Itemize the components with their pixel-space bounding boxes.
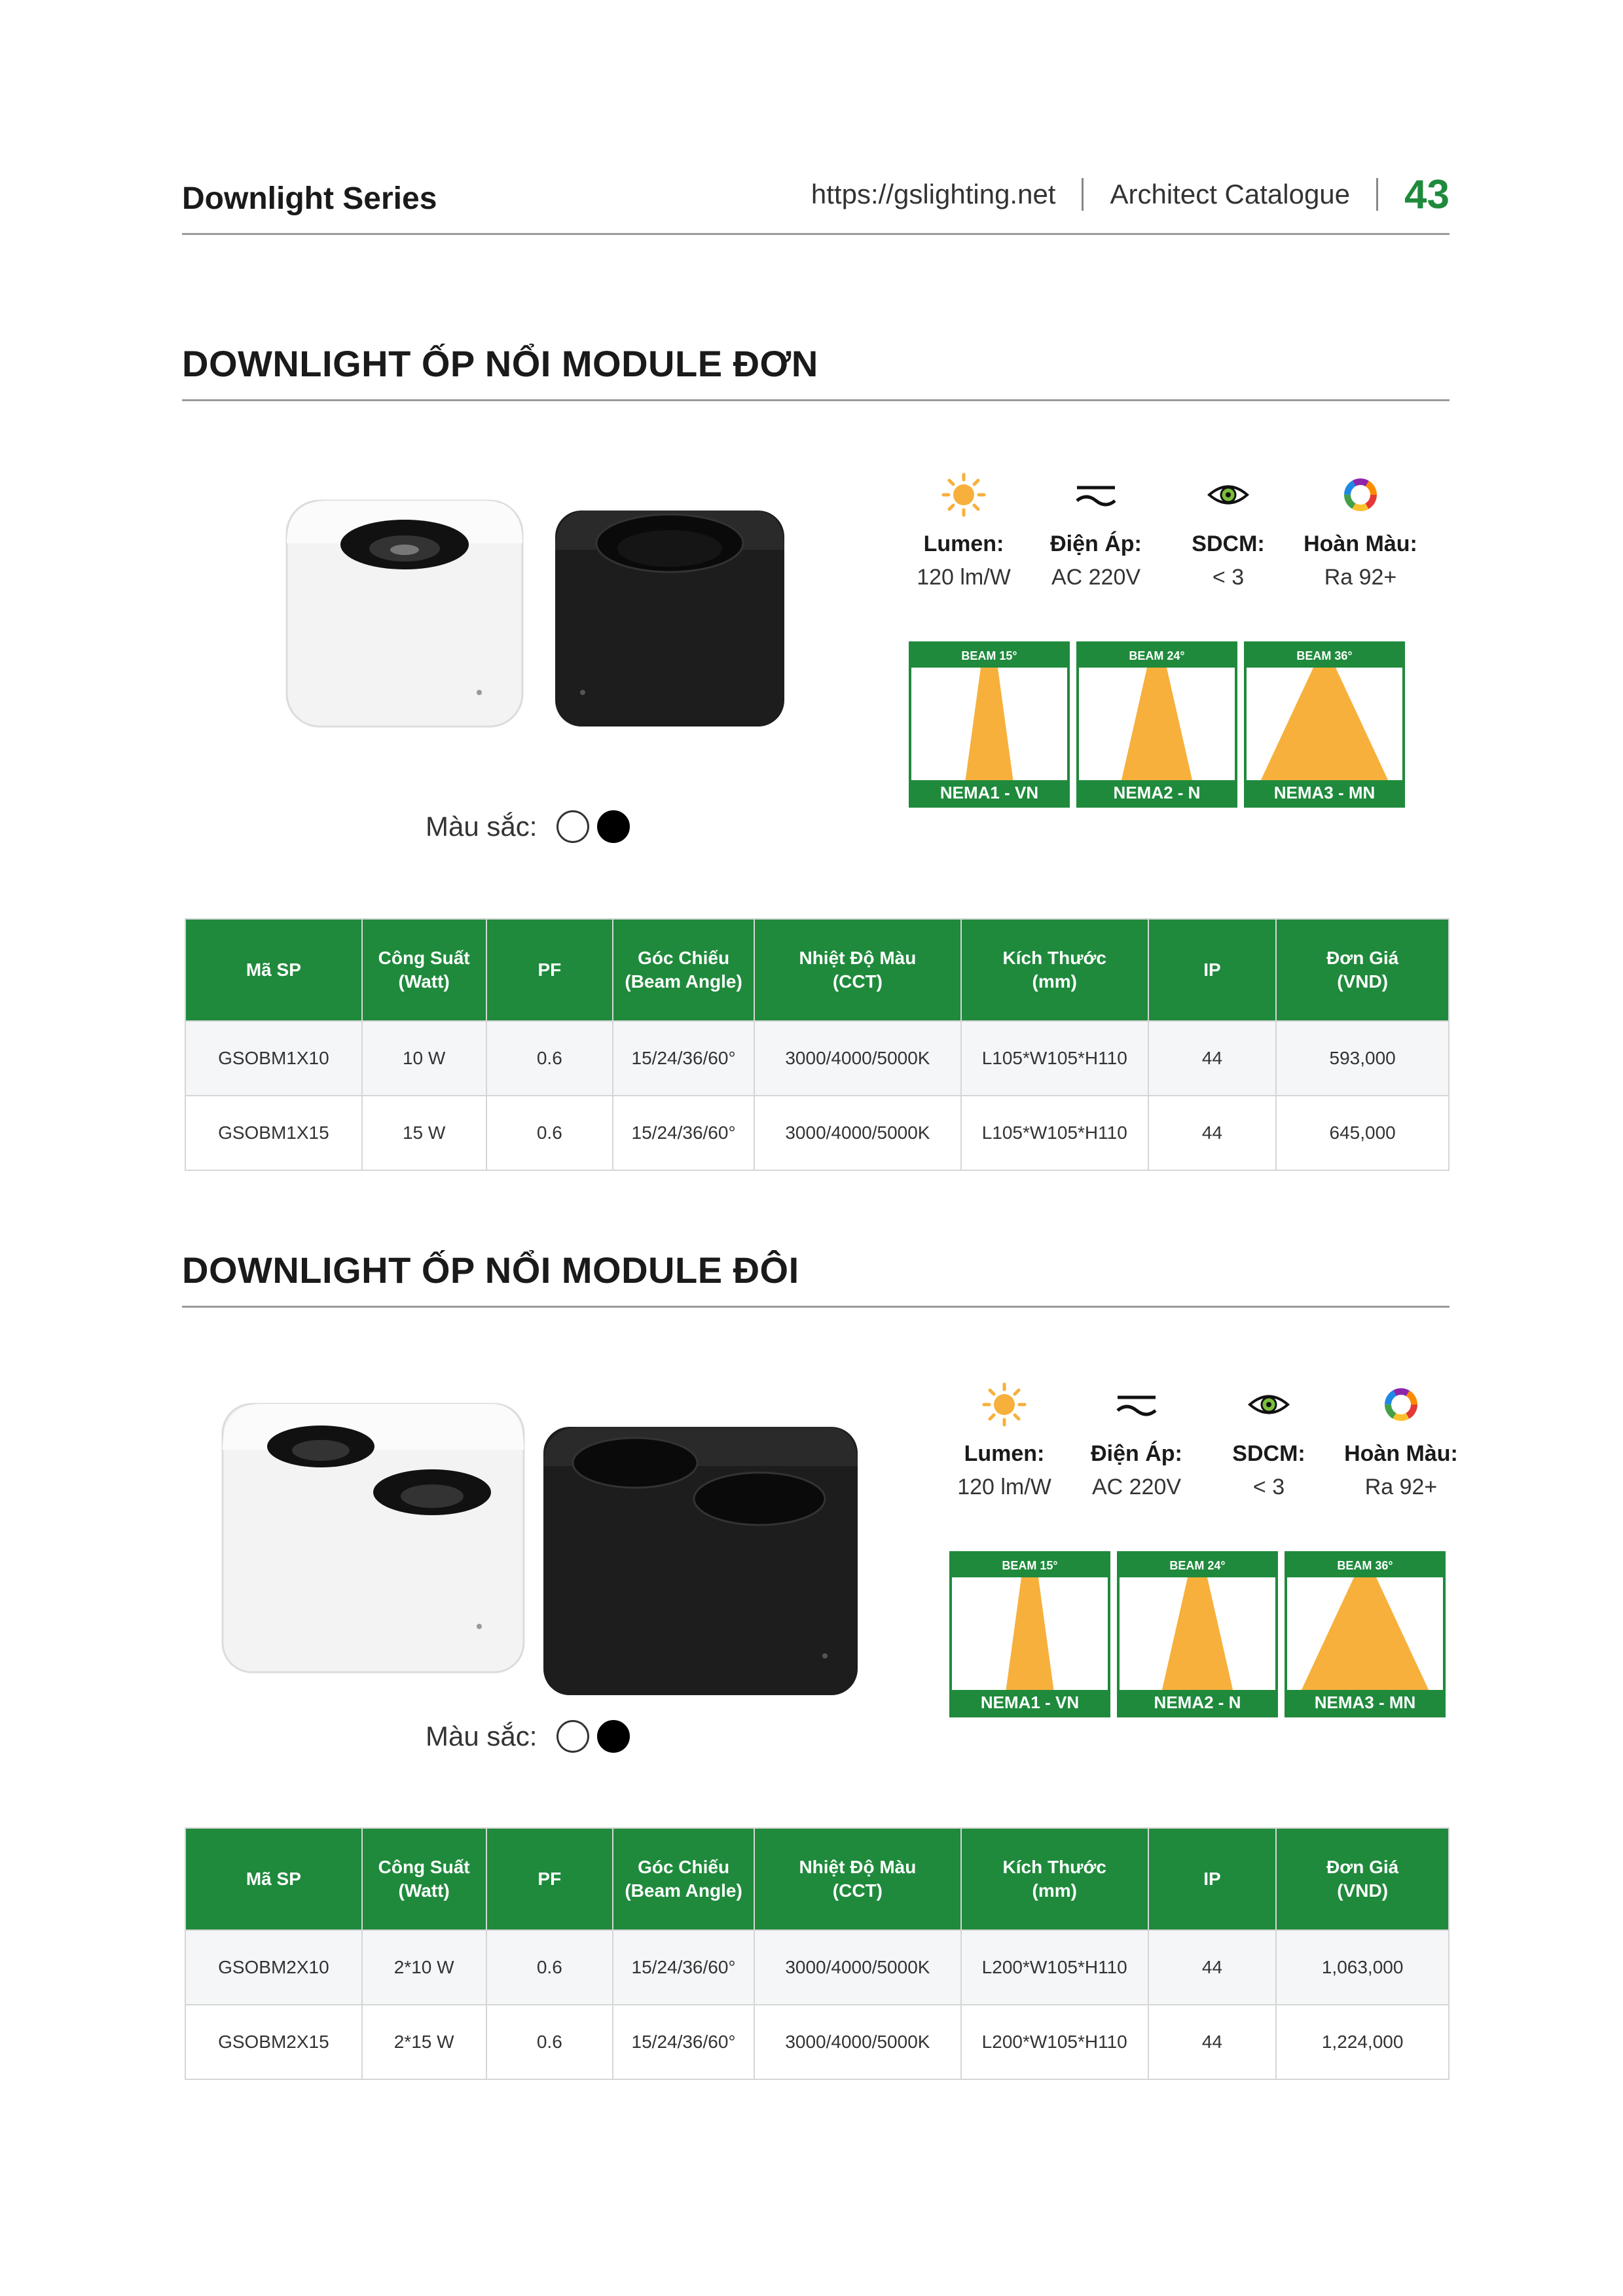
beam-label: BEAM 15° xyxy=(911,644,1067,668)
voltage-icon xyxy=(1071,1380,1202,1429)
col-header: Đơn Giá (VND) xyxy=(1276,1828,1449,1930)
beam-label: BEAM 36° xyxy=(1247,644,1402,668)
spec-voltage xyxy=(1071,1380,1202,1500)
col-header: Góc Chiếu (Beam Angle) xyxy=(613,919,754,1021)
beam-24 xyxy=(1117,1551,1278,1717)
cell-power: 15 W xyxy=(362,1096,486,1170)
product-table xyxy=(185,918,1450,1171)
col-header: Nhiệt Độ Màu (CCT) xyxy=(754,1828,961,1930)
beam-label: BEAM 24° xyxy=(1079,644,1235,668)
cell-power: 2*10 W xyxy=(362,1930,486,2005)
cell-pf: 0.6 xyxy=(486,2005,613,2079)
col-header: Công Suất (Watt) xyxy=(362,919,486,1021)
cell-price: 645,000 xyxy=(1276,1096,1449,1170)
spec-value: < 3 xyxy=(1212,565,1245,590)
beam-label: BEAM 15° xyxy=(952,1554,1108,1577)
nema-label: NEMA3 - MN xyxy=(1287,1690,1443,1715)
catalogue-label: Architect Catalogue xyxy=(1110,179,1351,209)
col-header: Kích Thước (mm) xyxy=(961,919,1148,1021)
table-row xyxy=(185,1096,1449,1170)
double-module-lamps xyxy=(216,1394,871,1721)
cell-size: L200*W105*H110 xyxy=(961,2005,1148,2079)
table-row xyxy=(185,1930,1449,2005)
col-header: PF xyxy=(486,919,613,1021)
eye-icon xyxy=(1163,470,1294,520)
divider xyxy=(1082,178,1084,211)
spec-voltage xyxy=(1030,470,1161,590)
cell-ip: 44 xyxy=(1148,1021,1277,1096)
cell-ip: 44 xyxy=(1148,2005,1277,2079)
spec-label: Điện Áp: xyxy=(1091,1441,1182,1466)
beam-angle-diagrams xyxy=(909,641,1412,808)
cell-cct: 3000/4000/5000K xyxy=(754,2005,961,2079)
spec-list xyxy=(898,470,1427,590)
color-wheel-icon xyxy=(1336,1380,1467,1429)
cell-power: 2*15 W xyxy=(362,2005,486,2079)
product-image-double xyxy=(216,1394,871,1721)
table-header-row xyxy=(185,1828,1449,1930)
cell-pf: 0.6 xyxy=(486,1021,613,1096)
col-header: Công Suất (Watt) xyxy=(362,1828,486,1930)
beam-15 xyxy=(909,641,1070,808)
col-header: IP xyxy=(1148,1828,1277,1930)
color-label: Màu sắc: xyxy=(426,811,538,842)
spec-value: 120 lm/W xyxy=(917,565,1011,590)
website-link[interactable]: https://gslighting.net xyxy=(811,179,1056,209)
table-row xyxy=(185,1021,1449,1096)
col-header: Mã SP xyxy=(185,919,362,1021)
spec-cri xyxy=(1295,470,1426,590)
spec-sdcm xyxy=(1203,1380,1334,1500)
eye-icon xyxy=(1203,1380,1334,1429)
col-header: Góc Chiếu (Beam Angle) xyxy=(613,1828,754,1930)
cell-pf: 0.6 xyxy=(486,1930,613,2005)
spec-label: Lumen: xyxy=(923,531,1004,556)
spec-cri xyxy=(1336,1380,1467,1500)
col-header: PF xyxy=(486,1828,613,1930)
color-wheel-icon xyxy=(1295,470,1426,520)
spec-list xyxy=(939,1380,1468,1500)
color-options xyxy=(426,1720,638,1753)
product-table xyxy=(185,1827,1450,2080)
white-swatch[interactable] xyxy=(556,1720,589,1753)
sun-icon xyxy=(939,1380,1070,1429)
voltage-icon xyxy=(1030,470,1161,520)
spec-value: Ra 92+ xyxy=(1364,1475,1438,1499)
spec-value: AC 220V xyxy=(1091,1475,1182,1499)
header-right xyxy=(811,171,1450,217)
cell-beam: 15/24/36/60° xyxy=(613,1021,754,1096)
spec-label: Hoàn Màu: xyxy=(1344,1441,1458,1466)
cell-cct: 3000/4000/5000K xyxy=(754,1096,961,1170)
spec-label: SDCM: xyxy=(1192,531,1265,556)
nema-label: NEMA3 - MN xyxy=(1247,780,1402,805)
cell-price: 593,000 xyxy=(1276,1021,1449,1096)
cell-power: 10 W xyxy=(362,1021,486,1096)
page-number: 43 xyxy=(1404,171,1450,217)
spec-label: Hoàn Màu: xyxy=(1304,531,1417,556)
cell-size: L105*W105*H110 xyxy=(961,1021,1148,1096)
beam-36 xyxy=(1244,641,1405,808)
spec-label: SDCM: xyxy=(1232,1441,1305,1466)
product-image-single xyxy=(275,484,812,772)
col-header: IP xyxy=(1148,919,1277,1021)
cell-size: L200*W105*H110 xyxy=(961,1930,1148,2005)
color-options xyxy=(426,810,638,843)
section-title: DOWNLIGHT ỐP NỔI MODULE ĐƠN xyxy=(182,340,1450,401)
spec-label: Điện Áp: xyxy=(1050,531,1142,556)
white-swatch[interactable] xyxy=(556,810,589,843)
col-header: Nhiệt Độ Màu (CCT) xyxy=(754,919,961,1021)
spec-value: Ra 92+ xyxy=(1324,565,1397,590)
spec-value: < 3 xyxy=(1252,1475,1285,1499)
beam-15 xyxy=(949,1551,1110,1717)
cell-ip: 44 xyxy=(1148,1930,1277,2005)
nema-label: NEMA2 - N xyxy=(1120,1690,1275,1715)
series-title: Downlight Series xyxy=(182,181,437,216)
cell-beam: 15/24/36/60° xyxy=(613,1930,754,2005)
cell-price: 1,063,000 xyxy=(1276,1930,1449,2005)
color-label: Màu sắc: xyxy=(426,1721,538,1751)
cell-sku: GSOBM2X10 xyxy=(185,1930,362,2005)
nema-label: NEMA2 - N xyxy=(1079,780,1235,805)
cell-pf: 0.6 xyxy=(486,1096,613,1170)
spec-lumen xyxy=(939,1380,1070,1500)
cell-sku: GSOBM2X15 xyxy=(185,2005,362,2079)
divider xyxy=(1376,178,1378,211)
col-header: Kích Thước (mm) xyxy=(961,1828,1148,1930)
page-header xyxy=(182,171,1450,235)
beam-label: BEAM 24° xyxy=(1120,1554,1275,1577)
nema-label: NEMA1 - VN xyxy=(952,1690,1108,1715)
spec-value: AC 220V xyxy=(1051,565,1141,590)
cell-cct: 3000/4000/5000K xyxy=(754,1930,961,2005)
spec-lumen xyxy=(898,470,1029,590)
black-swatch[interactable] xyxy=(597,810,630,843)
sun-icon xyxy=(898,470,1029,520)
cell-ip: 44 xyxy=(1148,1096,1277,1170)
black-swatch[interactable] xyxy=(597,1720,630,1753)
cell-sku: GSOBM1X15 xyxy=(185,1096,362,1170)
col-header: Đơn Giá (VND) xyxy=(1276,919,1449,1021)
nema-label: NEMA1 - VN xyxy=(911,780,1067,805)
beam-angle-diagrams xyxy=(949,1551,1452,1717)
beam-36 xyxy=(1285,1551,1446,1717)
spec-value: 120 lm/W xyxy=(957,1475,1051,1499)
single-module-lamps xyxy=(275,484,812,772)
table-header-row xyxy=(185,919,1449,1021)
beam-24 xyxy=(1076,641,1237,808)
cell-beam: 15/24/36/60° xyxy=(613,1096,754,1170)
cell-cct: 3000/4000/5000K xyxy=(754,1021,961,1096)
spec-label: Lumen: xyxy=(964,1441,1045,1466)
cell-sku: GSOBM1X10 xyxy=(185,1021,362,1096)
cell-size: L105*W105*H110 xyxy=(961,1096,1148,1170)
cell-beam: 15/24/36/60° xyxy=(613,2005,754,2079)
beam-label: BEAM 36° xyxy=(1287,1554,1443,1577)
table-row xyxy=(185,2005,1449,2079)
cell-price: 1,224,000 xyxy=(1276,2005,1449,2079)
spec-sdcm xyxy=(1163,470,1294,590)
col-header: Mã SP xyxy=(185,1828,362,1930)
section-title: DOWNLIGHT ỐP NỔI MODULE ĐÔI xyxy=(182,1247,1450,1308)
